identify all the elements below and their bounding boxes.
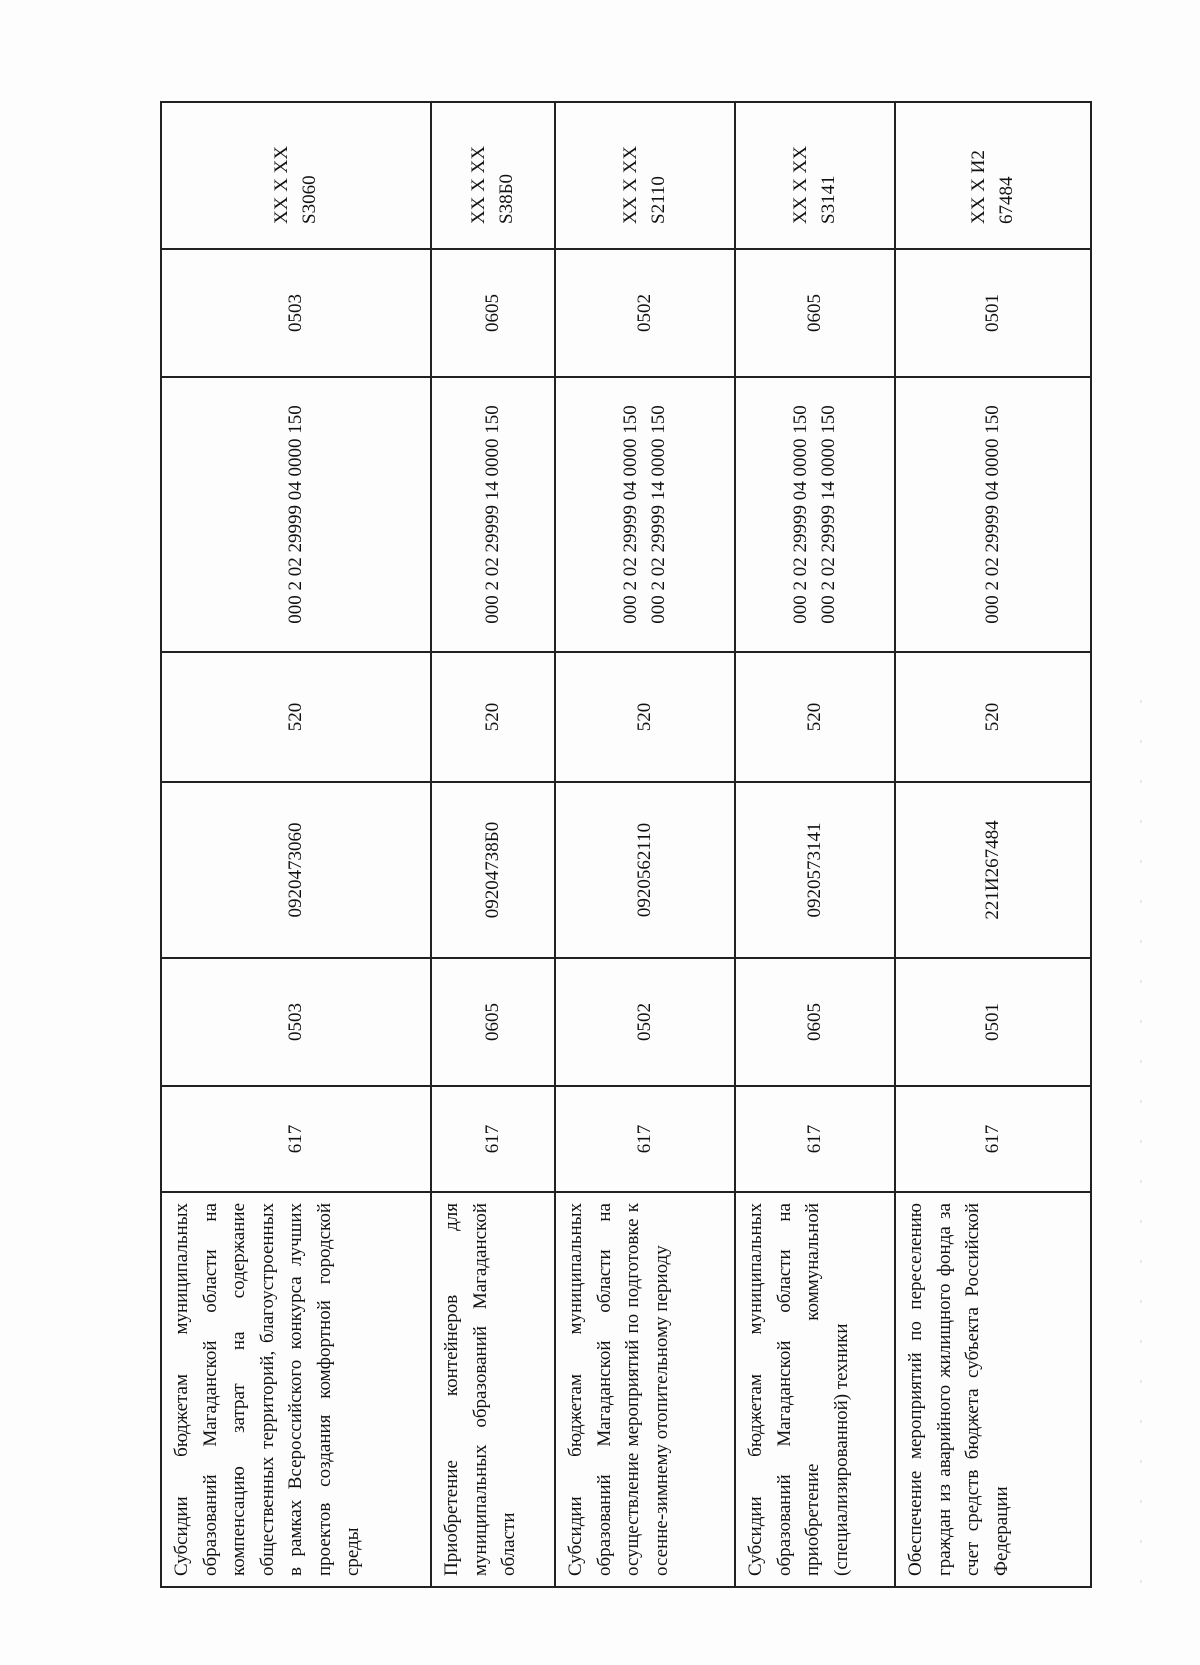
expense-code-cell: XX X XX S2110 xyxy=(555,102,735,249)
target-article-cell: 221И267484 xyxy=(895,782,1091,958)
target-article-cell: 0920562110 xyxy=(555,782,735,958)
description-cell: Субсидии бюджетам муниципальных образований Магаданской области на приобретение коммунальной (специализированной) техники xyxy=(735,1192,895,1587)
target-article-cell: 0920573141 xyxy=(735,782,895,958)
income-code-cell xyxy=(735,377,895,652)
target-article-cell: 0920473060 xyxy=(161,782,431,958)
table-row xyxy=(895,102,1091,1587)
subsidy-table xyxy=(160,101,1092,1588)
description-cell: Субсидии бюджетам муниципальных образований Магаданской области на осуществление мероприятий по подготовке к осенне-зимнему отопительному периоду xyxy=(555,1192,735,1587)
income-code-line: 000 2 02 29999 14 0000 150 xyxy=(818,405,839,624)
table-row xyxy=(555,102,735,1587)
section-cell-2: 0605 xyxy=(431,249,555,377)
table-row xyxy=(161,102,431,1587)
description-cell: Обеспечение мероприятий по переселению граждан из аварийного жилищного фонда за счет средств бюджета субъекта Российской Федерации xyxy=(895,1192,1091,1587)
section-cell: 0605 xyxy=(431,958,555,1086)
expense-code-cell: XX X И2 67484 xyxy=(895,102,1091,249)
expense-type-cell: 520 xyxy=(895,652,1091,782)
expense-code-cell: XX X XX S3060 xyxy=(161,102,431,249)
description-cell: Приобретение контейнеров для муниципальных образований Магаданской области xyxy=(431,1192,555,1587)
section-cell: 0503 xyxy=(161,958,431,1086)
income-code-line: 000 2 02 29999 04 0000 150 xyxy=(284,405,306,624)
expense-type-cell: 520 xyxy=(161,652,431,782)
income-code-line: 000 2 02 29999 14 0000 150 xyxy=(481,405,503,624)
income-code-line: 000 2 02 29999 14 0000 150 xyxy=(648,405,669,624)
scan-artifact xyxy=(1140,700,1142,1600)
expense-type-cell: 520 xyxy=(555,652,735,782)
income-code-cell xyxy=(161,377,431,652)
income-code-line: 000 2 02 29999 04 0000 150 xyxy=(981,405,1003,624)
table-row xyxy=(735,102,895,1587)
expense-code-cell: XX X XX S38Б0 xyxy=(431,102,555,249)
section-cell: 0501 xyxy=(895,958,1091,1086)
admin-code-cell: 617 xyxy=(555,1086,735,1192)
expense-code-cell: XX X XX S3141 xyxy=(735,102,895,249)
admin-code-cell: 617 xyxy=(735,1086,895,1192)
table-row xyxy=(431,102,555,1587)
expense-type-cell: 520 xyxy=(735,652,895,782)
rotated-table-frame xyxy=(160,103,1090,1588)
admin-code-cell: 617 xyxy=(161,1086,431,1192)
section-cell: 0502 xyxy=(555,958,735,1086)
admin-code-cell: 617 xyxy=(431,1086,555,1192)
income-code-cell xyxy=(555,377,735,652)
income-code-line: 000 2 02 29999 04 0000 150 xyxy=(619,405,641,624)
section-cell-2: 0503 xyxy=(161,249,431,377)
section-cell-2: 0501 xyxy=(895,249,1091,377)
section-cell-2: 0605 xyxy=(735,249,895,377)
section-cell: 0605 xyxy=(735,958,895,1086)
section-cell-2: 0502 xyxy=(555,249,735,377)
target-article-cell: 092047З8Б0 xyxy=(431,782,555,958)
income-code-line: 000 2 02 29999 04 0000 150 xyxy=(789,405,811,624)
admin-code-cell: 617 xyxy=(895,1086,1091,1192)
description-cell: Субсидии бюджетам муниципальных образований Магаданской области на компенсацию затрат на содержание общественных территорий, благоустроенных в рамках Всероссийского конкурса лучших проектов создания комфортной городской среды xyxy=(161,1192,431,1587)
expense-type-cell: 520 xyxy=(431,652,555,782)
income-code-cell xyxy=(895,377,1091,652)
income-code-cell xyxy=(431,377,555,652)
